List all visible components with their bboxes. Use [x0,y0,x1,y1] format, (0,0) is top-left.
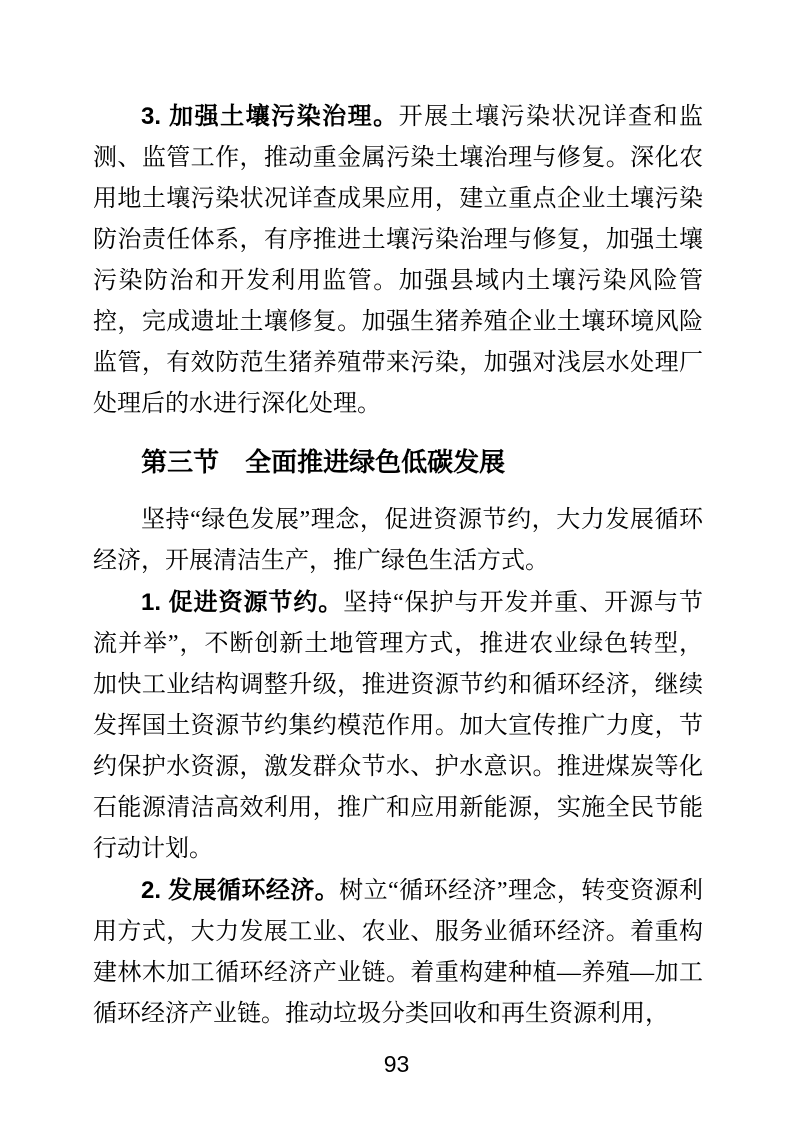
paragraph-soil-pollution-control [93,96,703,425]
paragraph-resource-conservation-lead: 1. 促进资源节约。 [141,589,344,616]
paragraph-soil-pollution-lead: 3. 加强土壤污染治理。 [141,103,399,130]
paragraph-green-development-intro-text: 坚持“绿色发展”理念，促进资源节约，大力发展循环经济，开展清洁生产，推广绿色生活方式。 [93,507,703,574]
section-heading-green-low-carbon: 第三节 全面推进绿色低碳发展 [141,447,506,477]
page-number: 93 [383,1051,410,1077]
paragraph-circular-economy-lead: 2. 发展循环经济。 [141,877,340,904]
paragraph-resource-conservation [93,582,703,870]
paragraph-circular-economy-text: 树立“循环经济”理念，转变资源利用方式，大力发展工业、农业、服务业循环经济。着重构建林木加工循环经济产业链。着重构建种植—养殖—加工循环经济产业链。推动垃圾分类回收和再生资源利用， [93,878,703,1027]
paragraph-soil-pollution-text: 开展土壤污染状况详查和监测、监管工作，推动重金属污染土壤治理与修复。深化农用地土壤污染状况详查成果应用，建立重点企业土壤污染防治责任体系，有序推进土壤污染治理与修复，加强土壤污染防治和开发利用监管。加强县域内土壤污染风险管控，完成遗址土壤修复。加强生猪养殖企业土壤环境风险监管，有效防范生猪养殖带来污染，加强对浅层水处理厂处理后的水进行深化处理。 [93,104,703,417]
paragraph-green-development-intro [93,500,703,582]
paragraph-circular-economy [93,870,703,1035]
paragraph-resource-conservation-text: 坚持“保护与开发并重、开源与节流并举”，不断创新土地管理方式，推进农业绿色转型，加快工业结构调整升级，推进资源节约和循环经济，继续发挥国土资源节约集约模范作用。加大宣传推广力度，节约保护水资源，激发群众节水、护水意识。推进煤炭等化石能源清洁高效利用，推广和应用新能源，实施全民节能行动计划。 [93,590,703,862]
